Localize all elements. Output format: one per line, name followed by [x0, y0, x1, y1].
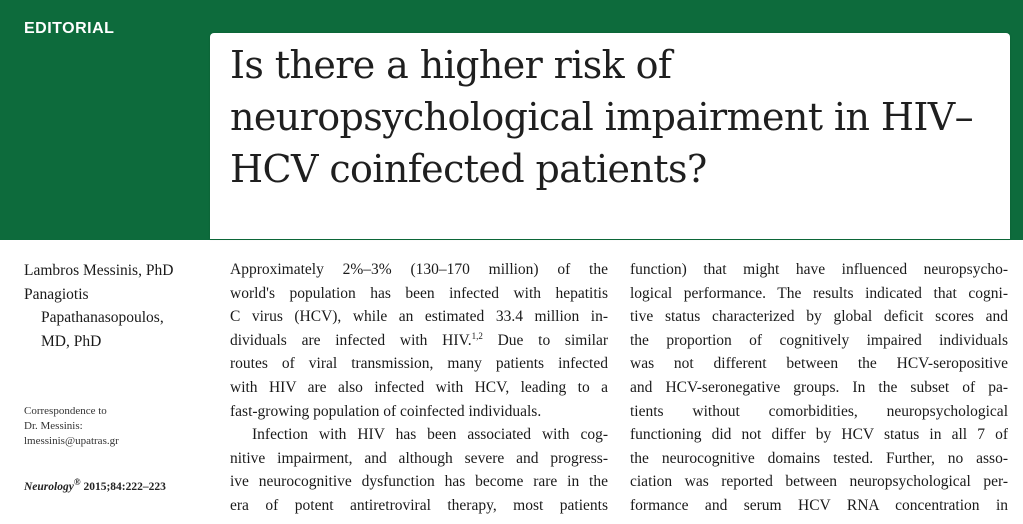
correspondence-label: Correspondence to [24, 405, 107, 417]
title-box [210, 33, 1010, 239]
section-label: EDITORIAL [24, 20, 115, 37]
text-line: tients without comorbidities, neuropsychological [630, 402, 1008, 420]
article-title: Is there a higher risk of neuropsychological impairment in HIV–HCV coinfected patients? [230, 43, 974, 191]
text-line: Approximately 2%–3% (130–170 million) of the [230, 261, 608, 278]
text-line: world's population has been infected with hepatitis [230, 284, 608, 302]
text-line: nitive impairment, and although severe and progress- [230, 449, 608, 467]
text-line: ive neurocognitive dysfunction has become rare in the [230, 473, 608, 491]
correspondence-name: Dr. Messinis: [24, 420, 83, 432]
text-line: and HCV-seronegative groups. In the subset of pa- [630, 378, 1008, 396]
text-line: C virus (HCV), while an estimated 33.4 million in- [230, 308, 608, 326]
author-name: Papathanasopoulos, [41, 309, 164, 326]
text-line: functioning did not differ by HCV status in all 7 of [630, 426, 1008, 444]
text-line: the neurocognitive domains tested. Further, no asso- [630, 449, 1008, 467]
text-fragment: Due to similar [482, 331, 608, 349]
text-line: the proportion of cognitively impaired individuals [630, 331, 1008, 349]
text-line: was not different between the HCV-seropositive [630, 355, 1008, 373]
text-line: with HIV are also infected with HCV, leading to a [230, 378, 608, 396]
correspondence-email[interactable]: lmessinis@upatras.gr [24, 435, 119, 447]
text-line: era of potent antiretroviral therapy, most patients [230, 496, 608, 514]
text-line [230, 329, 608, 353]
text-line: logical performance. The results indicated that cogni- [630, 284, 1008, 302]
text-line: Infection with HIV has been associated with cog- [252, 426, 608, 444]
text-line: fast-growing population of coinfected individuals. [230, 402, 542, 420]
body-column-1 [230, 258, 608, 518]
correspondence-block [24, 404, 119, 449]
text-line: tive status characterized by global deficit scores and [630, 308, 1008, 326]
author-name: Panagiotis [24, 285, 89, 303]
citation-details: 2015;84:222–223 [80, 481, 166, 493]
author-degree: MD, PhD [41, 332, 102, 350]
body-column-2 [630, 258, 1008, 518]
registered-mark: ® [73, 477, 81, 488]
author-list [24, 259, 209, 353]
text-line: routes of viral transmission, many patients infected [230, 355, 608, 373]
text-fragment: dividuals are infected with HIV. [230, 331, 472, 349]
text-line: ciation was reported between neuropsychological per- [630, 473, 1008, 491]
citation [24, 477, 166, 493]
reference-superscript[interactable]: 1,2 [471, 330, 483, 341]
author-name: Lambros Messinis, PhD [24, 262, 174, 279]
text-line: formance and serum HCV RNA concentration in [630, 496, 1008, 514]
journal-name: Neurology [24, 481, 74, 493]
text-line: function) that might have influenced neuropsycho- [630, 261, 1008, 278]
